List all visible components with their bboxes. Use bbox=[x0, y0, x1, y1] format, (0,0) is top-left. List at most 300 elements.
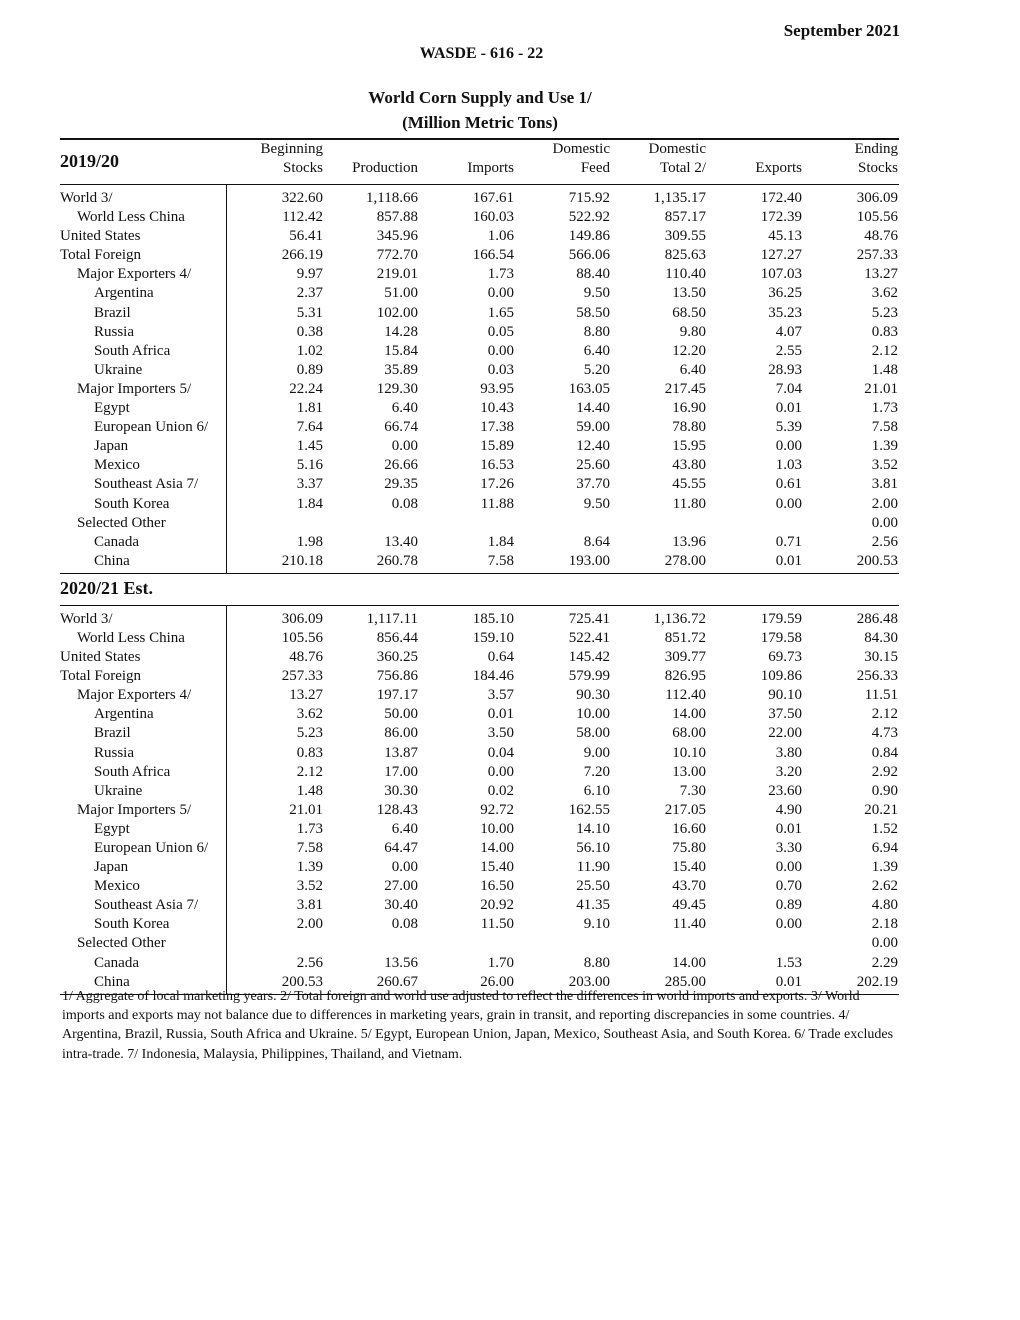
row-cell: 92.72 bbox=[480, 801, 514, 818]
row-cell: 7.64 bbox=[296, 419, 323, 436]
row-cell: 0.84 bbox=[871, 744, 898, 761]
row-cell: 6.40 bbox=[679, 361, 706, 378]
table-title-block bbox=[60, 85, 900, 135]
row-cell: 26.00 bbox=[480, 973, 514, 990]
row-cell: 110.40 bbox=[665, 266, 706, 283]
row-cell: 0.00 bbox=[775, 495, 802, 512]
table-row bbox=[60, 667, 899, 686]
row-cell: 68.50 bbox=[672, 304, 706, 321]
row-cell: 102.00 bbox=[376, 304, 418, 321]
row-cell: 0.01 bbox=[775, 820, 802, 837]
row-cell: 184.46 bbox=[472, 668, 514, 685]
row-cell: 127.27 bbox=[760, 247, 802, 264]
row-cell: 6.40 bbox=[583, 342, 610, 359]
row-cell: 17.00 bbox=[384, 763, 418, 780]
row-cell: 202.19 bbox=[856, 973, 898, 990]
table-row bbox=[60, 342, 899, 361]
row-cell: 163.05 bbox=[568, 380, 610, 397]
row-label: Canada bbox=[94, 954, 139, 971]
row-cell: 3.52 bbox=[871, 457, 898, 474]
row-cell: 0.08 bbox=[391, 495, 418, 512]
row-cell: 14.00 bbox=[480, 840, 514, 856]
table-row bbox=[60, 705, 899, 724]
row-cell: 30.15 bbox=[864, 649, 898, 666]
row-label: Japan bbox=[94, 859, 129, 876]
table-row bbox=[60, 208, 899, 227]
row-cell: 3.20 bbox=[775, 763, 802, 780]
row-cell: 0.38 bbox=[296, 323, 323, 340]
table-row bbox=[60, 820, 899, 839]
row-cell: 1.73 bbox=[296, 820, 323, 837]
row-cell: 58.50 bbox=[576, 304, 610, 321]
row-cell: 4.73 bbox=[871, 725, 898, 742]
row-label: Southeast Asia 7/ bbox=[94, 897, 199, 914]
row-cell: 159.10 bbox=[472, 629, 514, 646]
row-label: Southeast Asia 7/ bbox=[94, 476, 199, 493]
table-row bbox=[60, 380, 899, 399]
row-cell: 93.95 bbox=[480, 380, 514, 397]
row-cell: 256.33 bbox=[856, 668, 898, 685]
row-label: United States bbox=[60, 649, 141, 666]
row-cell: 109.86 bbox=[760, 668, 802, 685]
table-row bbox=[60, 323, 899, 342]
row-cell: 0.71 bbox=[775, 533, 802, 550]
row-cell: 0.01 bbox=[775, 973, 802, 990]
section-header bbox=[60, 574, 899, 605]
row-cell: 45.55 bbox=[672, 476, 706, 493]
row-label: South Africa bbox=[94, 763, 171, 780]
row-cell: 5.31 bbox=[296, 304, 323, 321]
row-cell: 10.00 bbox=[576, 706, 610, 723]
row-cell: 2.29 bbox=[871, 954, 898, 971]
row-cell: 112.40 bbox=[665, 687, 706, 704]
row-cell: 1.73 bbox=[487, 266, 514, 283]
row-label: Ukraine bbox=[94, 361, 143, 378]
row-cell: 21.01 bbox=[864, 380, 898, 397]
row-cell: 35.23 bbox=[768, 304, 802, 321]
row-label: European Union 6/ bbox=[94, 840, 209, 856]
col-header-imports: Imports bbox=[467, 160, 514, 176]
row-cell: 75.80 bbox=[672, 840, 706, 856]
row-cell: 14.00 bbox=[672, 954, 706, 971]
row-label: China bbox=[94, 552, 130, 569]
table-row bbox=[60, 533, 899, 552]
row-cell: 0.00 bbox=[487, 285, 514, 302]
row-cell: 219.01 bbox=[376, 266, 418, 283]
row-cell: 0.00 bbox=[775, 438, 802, 455]
row-cell: 309.55 bbox=[664, 228, 706, 245]
table-row bbox=[60, 265, 899, 284]
row-cell: 14.10 bbox=[576, 820, 610, 837]
row-cell: 1.06 bbox=[487, 228, 514, 245]
row-cell: 15.40 bbox=[672, 859, 706, 876]
row-cell: 825.63 bbox=[664, 247, 706, 264]
section-year: 2020/21 Est. bbox=[60, 577, 154, 598]
row-cell: 217.05 bbox=[664, 801, 706, 818]
row-cell: 0.61 bbox=[775, 476, 802, 493]
row-cell: 522.41 bbox=[568, 629, 610, 646]
row-cell: 3.52 bbox=[296, 878, 323, 895]
row-cell: 16.50 bbox=[480, 878, 514, 895]
row-cell: 43.80 bbox=[672, 457, 706, 474]
row-cell: 1.48 bbox=[871, 361, 898, 378]
row-cell: 0.00 bbox=[775, 916, 802, 933]
row-cell: 88.40 bbox=[576, 266, 610, 283]
row-cell: 0.03 bbox=[487, 361, 514, 378]
row-cell: 5.23 bbox=[871, 304, 898, 321]
row-cell: 1.48 bbox=[296, 782, 323, 799]
row-cell: 20.92 bbox=[480, 897, 514, 914]
table-row bbox=[60, 724, 899, 743]
row-label: Total Foreign bbox=[60, 668, 142, 685]
row-cell: 1.84 bbox=[296, 495, 323, 512]
row-cell: 257.33 bbox=[281, 668, 323, 685]
row-cell: 7.20 bbox=[583, 763, 610, 780]
col-header-exports: Exports bbox=[755, 160, 802, 176]
table-row bbox=[60, 934, 899, 953]
row-cell: 167.61 bbox=[472, 190, 514, 206]
row-cell: 278.00 bbox=[664, 552, 706, 569]
row-cell: 25.50 bbox=[576, 878, 610, 895]
row-cell: 306.09 bbox=[856, 190, 898, 206]
row-cell: 1,135.17 bbox=[653, 190, 706, 206]
row-cell: 22.24 bbox=[289, 380, 323, 397]
row-cell: 13.56 bbox=[384, 954, 418, 971]
row-cell: 3.81 bbox=[296, 897, 323, 914]
row-label: South Korea bbox=[94, 495, 170, 512]
row-cell: 10.10 bbox=[672, 744, 706, 761]
row-cell: 0.90 bbox=[871, 782, 898, 799]
table-row bbox=[60, 437, 899, 456]
row-cell: 26.66 bbox=[384, 457, 418, 474]
table-units: (Million Metric Tons) bbox=[402, 113, 558, 132]
row-cell: 2.12 bbox=[871, 342, 898, 359]
row-cell: 857.88 bbox=[376, 209, 418, 226]
col-header-domestic-feed: Domestic Feed bbox=[552, 141, 610, 176]
row-cell: 11.51 bbox=[864, 687, 898, 704]
row-label: Selected Other bbox=[77, 935, 166, 952]
row-label: World 3/ bbox=[60, 610, 113, 627]
table-row bbox=[60, 877, 899, 896]
row-cell: 2.12 bbox=[871, 706, 898, 723]
row-cell: 13.00 bbox=[672, 763, 706, 780]
row-cell: 185.10 bbox=[472, 610, 514, 627]
section-year: 2019/20 bbox=[60, 151, 120, 171]
row-cell: 0.00 bbox=[775, 859, 802, 876]
row-cell: 17.38 bbox=[480, 419, 514, 436]
row-cell: 11.90 bbox=[576, 859, 610, 876]
row-cell: 179.59 bbox=[760, 610, 802, 627]
column-header bbox=[60, 140, 899, 184]
row-cell: 309.77 bbox=[664, 649, 706, 666]
row-cell: 9.80 bbox=[679, 323, 706, 340]
row-cell: 27.00 bbox=[384, 878, 418, 895]
row-cell: 160.03 bbox=[472, 209, 514, 226]
row-cell: 0.00 bbox=[487, 763, 514, 780]
row-label: Brazil bbox=[94, 304, 131, 321]
col-header-production: Production bbox=[352, 160, 418, 176]
row-cell: 1.84 bbox=[487, 533, 514, 550]
row-cell: 58.00 bbox=[576, 725, 610, 742]
row-cell: 10.43 bbox=[480, 400, 514, 417]
row-cell: 0.01 bbox=[775, 400, 802, 417]
row-cell: 6.94 bbox=[871, 840, 898, 856]
table-row bbox=[60, 915, 899, 934]
row-cell: 360.25 bbox=[376, 649, 418, 666]
row-cell: 172.39 bbox=[760, 209, 802, 226]
row-cell: 2.12 bbox=[296, 763, 323, 780]
row-cell: 566.06 bbox=[568, 247, 610, 264]
row-cell: 7.58 bbox=[487, 552, 514, 569]
row-cell: 105.56 bbox=[281, 629, 323, 646]
row-cell: 725.41 bbox=[568, 610, 610, 627]
row-cell: 66.74 bbox=[384, 419, 418, 436]
row-cell: 2.00 bbox=[296, 916, 323, 933]
row-cell: 7.58 bbox=[296, 840, 323, 856]
row-cell: 21.01 bbox=[289, 801, 323, 818]
row-cell: 4.07 bbox=[775, 323, 802, 340]
row-cell: 345.96 bbox=[376, 228, 418, 245]
row-cell: 1.02 bbox=[296, 342, 323, 359]
table-row bbox=[60, 361, 899, 380]
table-row bbox=[60, 475, 899, 494]
row-cell: 107.03 bbox=[760, 266, 802, 283]
table-row bbox=[60, 648, 899, 667]
table-row bbox=[60, 629, 899, 648]
table-row bbox=[60, 514, 899, 533]
row-label: Russia bbox=[94, 323, 135, 340]
row-cell: 193.00 bbox=[568, 552, 610, 569]
row-cell: 3.30 bbox=[775, 840, 802, 856]
row-cell: 6.40 bbox=[391, 820, 418, 837]
row-cell: 6.10 bbox=[583, 782, 610, 799]
row-cell: 2.62 bbox=[871, 878, 898, 895]
row-label: Canada bbox=[94, 533, 139, 550]
row-cell: 286.48 bbox=[856, 610, 898, 627]
row-label: Major Exporters 4/ bbox=[77, 687, 192, 704]
row-cell: 0.83 bbox=[871, 323, 898, 340]
row-cell: 0.02 bbox=[487, 782, 514, 799]
row-cell: 2.56 bbox=[871, 533, 898, 550]
report-id: WASDE - 616 - 22 bbox=[419, 45, 544, 62]
row-cell: 200.53 bbox=[856, 552, 898, 569]
row-cell: 856.44 bbox=[376, 629, 418, 646]
row-label: Ukraine bbox=[94, 782, 143, 799]
table-row bbox=[60, 858, 899, 877]
row-cell: 2.37 bbox=[296, 285, 323, 302]
row-cell: 5.20 bbox=[583, 361, 610, 378]
row-label: Russia bbox=[94, 744, 135, 761]
table-row bbox=[60, 418, 899, 437]
row-cell: 9.97 bbox=[296, 266, 323, 283]
row-cell: 0.00 bbox=[391, 438, 418, 455]
row-cell: 16.90 bbox=[672, 400, 706, 417]
row-cell: 69.73 bbox=[768, 649, 802, 666]
row-cell: 41.35 bbox=[576, 897, 610, 914]
row-cell: 112.42 bbox=[282, 209, 323, 226]
row-cell: 0.83 bbox=[296, 744, 323, 761]
row-cell: 13.40 bbox=[384, 533, 418, 550]
row-cell: 857.17 bbox=[664, 209, 706, 226]
row-cell: 12.40 bbox=[576, 438, 610, 455]
row-label: Japan bbox=[94, 438, 129, 455]
row-cell: 90.10 bbox=[768, 687, 802, 704]
row-label: South Africa bbox=[94, 342, 171, 359]
table-row bbox=[60, 744, 899, 763]
row-cell: 10.00 bbox=[480, 820, 514, 837]
row-cell: 217.45 bbox=[664, 380, 706, 397]
row-cell: 285.00 bbox=[664, 973, 706, 990]
row-cell: 5.39 bbox=[775, 419, 802, 436]
row-cell: 13.96 bbox=[672, 533, 706, 550]
row-cell: 1.81 bbox=[296, 400, 323, 417]
row-cell: 16.53 bbox=[480, 457, 514, 474]
row-cell: 3.62 bbox=[871, 285, 898, 302]
row-cell: 59.00 bbox=[576, 419, 610, 436]
row-cell: 2.18 bbox=[871, 916, 898, 933]
row-cell: 166.54 bbox=[472, 247, 514, 264]
row-cell: 1.70 bbox=[487, 954, 514, 971]
row-cell: 8.80 bbox=[583, 954, 610, 971]
row-cell: 0.00 bbox=[871, 935, 898, 952]
row-cell: 11.50 bbox=[480, 916, 514, 933]
row-cell: 13.27 bbox=[289, 687, 323, 704]
row-cell: 14.00 bbox=[672, 706, 706, 723]
row-cell: 306.09 bbox=[281, 610, 323, 627]
corn-supply-use-table bbox=[60, 138, 899, 995]
table-row bbox=[60, 896, 899, 915]
footnotes: 1/ Aggregate of local marketing years. 2/ Total foreign and world use adjusted to reflect the differences in world imports and exports. 3/ World imports and exports may not balance due to differences in marketing years, grain in transit, and reporting discrepancies in some countries. 4/ Argentina, Brazil, Russia, South Africa and Ukraine. 5/ Egypt, European Union, Japan, Mexico, Southeast Asia, and South Korea. 6/ Trade excludes intra-trade. 7/ Indonesia, Malaysia, Philippines, Thailand, and Vietnam. bbox=[62, 989, 894, 1062]
row-cell: 28.93 bbox=[768, 361, 802, 378]
table-row bbox=[60, 839, 899, 858]
row-cell: 56.10 bbox=[576, 840, 610, 856]
row-cell: 3.57 bbox=[487, 687, 514, 704]
row-cell: 23.60 bbox=[768, 782, 802, 799]
row-cell: 5.23 bbox=[296, 725, 323, 742]
row-cell: 9.50 bbox=[583, 495, 610, 512]
row-cell: 145.42 bbox=[568, 649, 610, 666]
col-header-domestic-total: Domestic Total 2/ bbox=[648, 141, 706, 176]
row-cell: 322.60 bbox=[281, 190, 323, 206]
row-label: Major Importers 5/ bbox=[77, 380, 192, 397]
row-cell: 49.45 bbox=[672, 897, 706, 914]
row-cell: 30.40 bbox=[384, 897, 418, 914]
row-cell: 2.55 bbox=[775, 342, 802, 359]
row-cell: 0.89 bbox=[775, 897, 802, 914]
row-cell: 4.80 bbox=[871, 897, 898, 914]
row-cell: 30.30 bbox=[384, 782, 418, 799]
row-label: Brazil bbox=[94, 725, 131, 742]
row-cell: 0.01 bbox=[775, 552, 802, 569]
row-cell: 13.27 bbox=[864, 266, 898, 283]
row-cell: 1.52 bbox=[871, 820, 898, 837]
row-cell: 210.18 bbox=[281, 552, 323, 569]
row-cell: 29.35 bbox=[384, 476, 418, 493]
row-label: Major Exporters 4/ bbox=[77, 266, 192, 283]
row-cell: 522.92 bbox=[568, 209, 610, 226]
row-label: Major Importers 5/ bbox=[77, 801, 192, 818]
table-row bbox=[60, 227, 899, 246]
row-label: China bbox=[94, 973, 130, 990]
row-label: European Union 6/ bbox=[94, 419, 209, 436]
row-cell: 9.00 bbox=[583, 744, 610, 761]
row-cell: 772.70 bbox=[376, 247, 418, 264]
table-row bbox=[60, 610, 899, 629]
row-label: Egypt bbox=[94, 400, 130, 417]
row-cell: 0.64 bbox=[487, 649, 514, 666]
row-cell: 7.30 bbox=[679, 782, 706, 799]
row-label: Selected Other bbox=[77, 514, 166, 531]
row-cell: 1.39 bbox=[296, 859, 323, 876]
row-cell: 48.76 bbox=[289, 649, 323, 666]
row-cell: 0.00 bbox=[391, 859, 418, 876]
row-cell: 9.50 bbox=[583, 285, 610, 302]
row-label: Total Foreign bbox=[60, 247, 142, 264]
row-cell: 11.80 bbox=[672, 495, 706, 512]
row-label: Argentina bbox=[94, 706, 154, 723]
row-cell: 7.04 bbox=[775, 380, 802, 397]
row-cell: 162.55 bbox=[568, 801, 610, 818]
row-cell: 715.92 bbox=[568, 190, 610, 206]
row-cell: 3.50 bbox=[487, 725, 514, 742]
row-cell: 0.00 bbox=[871, 514, 898, 531]
row-cell: 1.45 bbox=[296, 438, 323, 455]
table-row bbox=[60, 495, 899, 514]
row-cell: 15.95 bbox=[672, 438, 706, 455]
row-cell: 78.80 bbox=[672, 419, 706, 436]
row-label: Mexico bbox=[94, 878, 140, 895]
row-cell: 20.21 bbox=[864, 801, 898, 818]
section-2020-21-rows bbox=[60, 606, 899, 995]
row-cell: 16.60 bbox=[672, 820, 706, 837]
row-cell: 14.40 bbox=[576, 400, 610, 417]
row-cell: 1,118.66 bbox=[366, 190, 418, 206]
row-cell: 13.50 bbox=[672, 285, 706, 302]
row-cell: 50.00 bbox=[384, 706, 418, 723]
row-cell: 1,117.11 bbox=[366, 610, 418, 627]
row-cell: 128.43 bbox=[376, 801, 418, 818]
row-cell: 17.26 bbox=[480, 476, 514, 493]
row-cell: 257.33 bbox=[856, 247, 898, 264]
row-cell: 3.37 bbox=[296, 476, 323, 493]
row-cell: 0.89 bbox=[296, 361, 323, 378]
row-cell: 43.70 bbox=[672, 878, 706, 895]
table-row bbox=[60, 456, 899, 475]
row-cell: 1.98 bbox=[296, 533, 323, 550]
row-cell: 35.89 bbox=[384, 361, 418, 378]
table-row bbox=[60, 246, 899, 265]
row-cell: 1.39 bbox=[871, 438, 898, 455]
row-cell: 9.10 bbox=[583, 916, 610, 933]
row-cell: 0.04 bbox=[487, 744, 514, 761]
row-cell: 36.25 bbox=[768, 285, 802, 302]
row-cell: 4.90 bbox=[775, 801, 802, 818]
row-cell: 0.70 bbox=[775, 878, 802, 895]
row-cell: 3.62 bbox=[296, 706, 323, 723]
row-label: World Less China bbox=[77, 209, 185, 226]
row-cell: 0.01 bbox=[487, 706, 514, 723]
row-label: United States bbox=[60, 228, 141, 245]
table-row bbox=[60, 782, 899, 801]
row-cell: 48.76 bbox=[864, 228, 898, 245]
row-cell: 266.19 bbox=[281, 247, 323, 264]
row-cell: 2.92 bbox=[871, 763, 898, 780]
table-row bbox=[60, 189, 899, 208]
row-cell: 84.30 bbox=[864, 629, 898, 646]
table-row bbox=[60, 304, 899, 323]
row-cell: 1,136.72 bbox=[653, 610, 706, 627]
table-row bbox=[60, 763, 899, 782]
